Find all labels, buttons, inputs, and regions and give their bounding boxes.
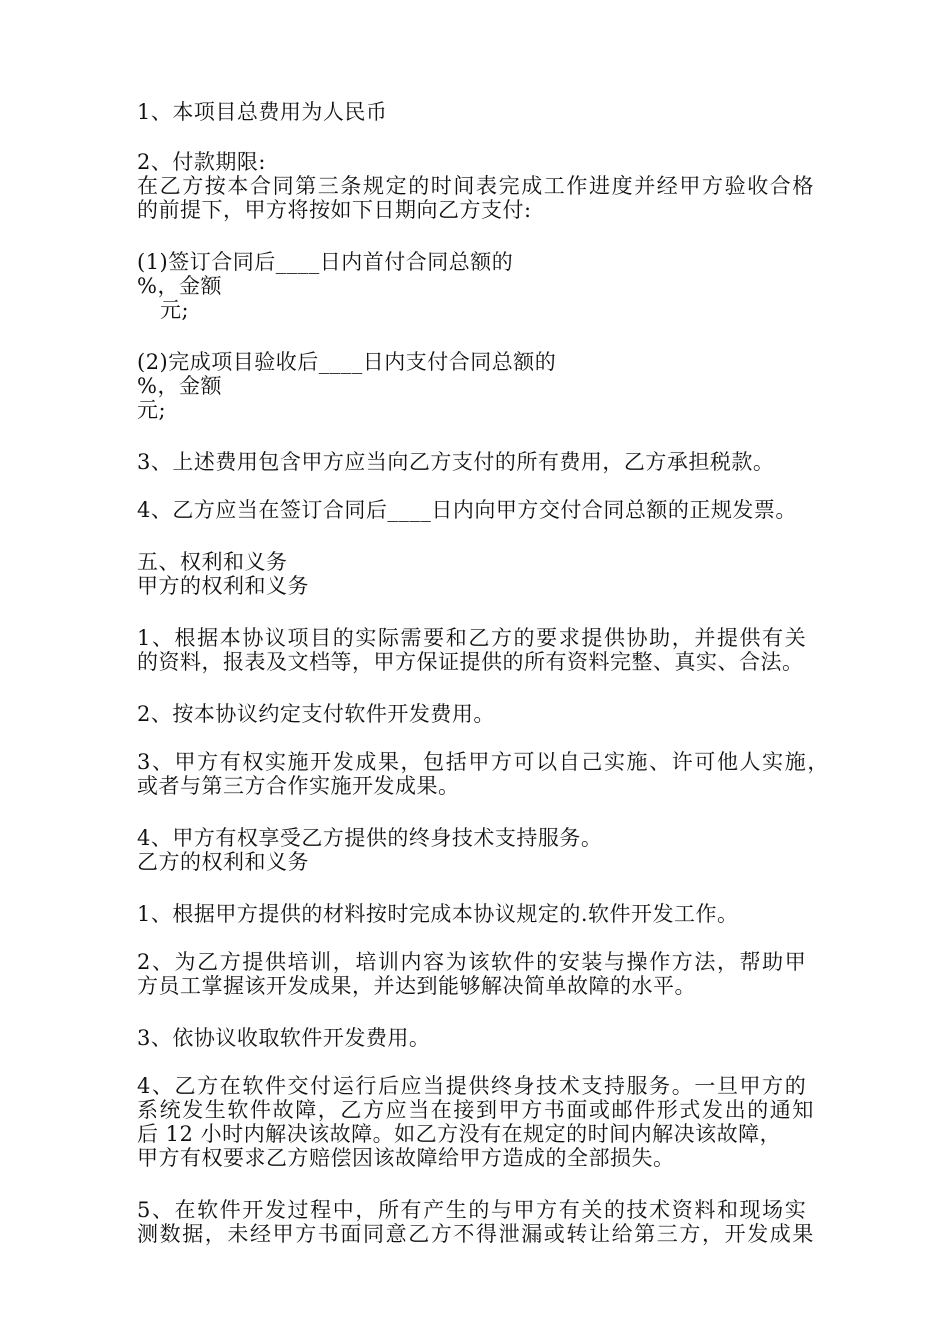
text-line: 后 12 小时内解决该故障。如乙方没有在规定的时间内解决该故障， xyxy=(137,1122,782,1146)
subsection-heading: 乙方的权利和义务 xyxy=(137,850,309,874)
text-line: 元; xyxy=(160,298,190,322)
text-line: 1、根据本协议项目的实际需要和乙方的要求提供协助，并提供有关 xyxy=(137,626,808,650)
text-line: 4、乙方应当在签订合同后____日内向甲方交付合同总额的正规发票。 xyxy=(137,498,797,522)
text-line: 方员工掌握该开发成果，并达到能够解决简单故障的水平。 xyxy=(137,974,696,998)
text-line: 或者与第三方合作实施开发成果。 xyxy=(137,774,460,798)
text-line: 4、乙方在软件交付运行后应当提供终身技术支持服务。一旦甲方的 xyxy=(137,1074,808,1098)
text-line: 3、甲方有权实施开发成果，包括甲方可以自己实施、许可他人实施， xyxy=(137,750,830,774)
text-line: 2、按本协议约定支付软件开发费用。 xyxy=(137,702,495,726)
text-line: 1、根据甲方提供的材料按时完成本协议规定的.软件开发工作。 xyxy=(137,902,739,926)
text-line: 的前提下，甲方将按如下日期向乙方支付: xyxy=(137,198,532,222)
text-line: 在乙方按本合同第三条规定的时间表完成工作进度并经甲方验收合格 xyxy=(137,174,815,198)
text-line: 3、上述费用包含甲方应当向乙方支付的所有费用，乙方承担税款。 xyxy=(137,450,775,474)
text-line: 4、甲方有权享受乙方提供的终身技术支持服务。 xyxy=(137,826,603,850)
section-heading: 五、权利和义务 xyxy=(137,550,288,574)
text-line: 5、在软件开发过程中，所有产生的与甲方有关的技术资料和现场实 xyxy=(137,1198,808,1222)
text-line: 的资料，报表及文档等，甲方保证提供的所有资料完整、真实、合法。 xyxy=(137,650,804,674)
text-line: 3、依协议收取软件开发费用。 xyxy=(137,1026,431,1050)
subsection-heading: 甲方的权利和义务 xyxy=(137,574,309,598)
text-line: 测数据，未经甲方书面同意乙方不得泄漏或转让给第三方，开发成果 xyxy=(137,1222,815,1246)
text-line: (1)签订合同后____日内首付合同总额的 xyxy=(137,250,514,274)
text-line: 元; xyxy=(137,398,167,422)
text-line: (2)完成项目验收后____日内支付合同总额的 xyxy=(137,350,557,374)
text-line: 1、本项目总费用为人民币 xyxy=(137,100,388,124)
text-line: %，金额 xyxy=(137,374,222,398)
text-line: 2、付款期限: xyxy=(137,150,266,174)
text-line: 2、为乙方提供培训，培训内容为该软件的安装与操作方法，帮助甲 xyxy=(137,950,808,974)
text-line: %，金额 xyxy=(137,274,222,298)
text-line: 甲方有权要求乙方赔偿因该故障给甲方造成的全部损失。 xyxy=(137,1146,675,1170)
text-line: 系统发生软件故障，乙方应当在接到甲方书面或邮件形式发出的通知 xyxy=(137,1098,815,1122)
